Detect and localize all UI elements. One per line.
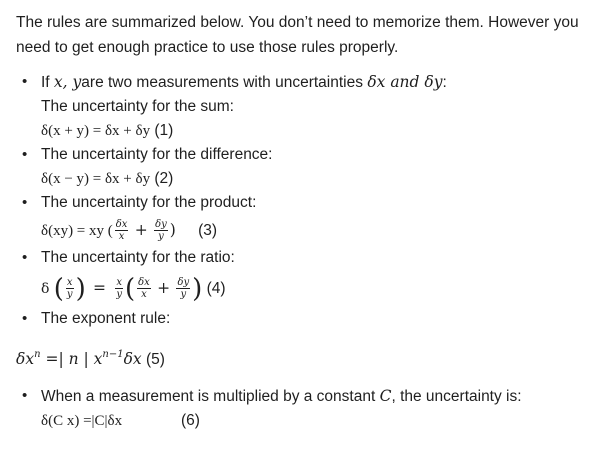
- rule-exponent: [16, 307, 606, 331]
- product-frac-dy: $\frac{\delta y}{y}$: [155, 219, 167, 243]
- product-plus: +: [134, 221, 148, 239]
- constant-title: • When a measurement is multiplied by a constant C, the uncertainty is:: [41, 387, 522, 405]
- constant-var: C: [379, 387, 392, 405]
- product-formula-line: [41, 215, 606, 246]
- rule-product: [16, 191, 606, 246]
- intro-line-2: need to get enough practice to use those rules properly.: [16, 39, 399, 56]
- intro-paragraph: [16, 10, 606, 60]
- intro-line-1: The rules are summarized below. You don’t need to memorize them. However you: [16, 14, 579, 31]
- ratio-close-paren-1: ): [75, 273, 86, 304]
- ratio-open-paren-1: (: [53, 273, 64, 304]
- rules-list-2: [16, 384, 606, 433]
- constant-formula: δ(C x) =|C|δx: [41, 413, 123, 429]
- ratio-title: • The uncertainty for the ratio:: [41, 249, 235, 266]
- exponent-sup-n-minus-1: n−1: [102, 349, 124, 360]
- exponent-formula-b: =| n | x: [40, 350, 103, 368]
- difference-eq-number: (2): [154, 170, 174, 187]
- product-close-paren: ): [169, 221, 176, 239]
- rule-ratio: [16, 246, 606, 307]
- ratio-plus: +: [157, 279, 171, 297]
- sum-formula: δ(x + y) = δx + δy: [41, 123, 151, 139]
- product-title: • The uncertainty for the product:: [41, 194, 257, 211]
- sum-eq-number: (1): [154, 122, 174, 139]
- sum-formula-line: [41, 119, 606, 143]
- rule-constant: [16, 384, 606, 433]
- difference-formula: δ(x − y) = δx + δy: [41, 171, 151, 187]
- exponent-sup-n: n: [34, 349, 41, 360]
- rule-difference: [16, 143, 606, 191]
- sum-lead-uncertainties: δx and δy: [367, 73, 443, 91]
- sum-lead: • If x, yare two measurements with uncertainties δx and δy:: [41, 73, 447, 91]
- ratio-frac-xy: $\frac{x}{y}$: [66, 277, 73, 301]
- ratio-close-paren-2: ): [192, 273, 203, 304]
- sum-title: The uncertainty for the sum:: [41, 98, 234, 115]
- exponent-formula-c: δx: [123, 350, 142, 368]
- constant-eq-number: (6): [181, 412, 200, 429]
- rule-sum: [16, 70, 606, 143]
- sum-lead-vars: x, y: [53, 73, 82, 91]
- ratio-formula-line: [41, 270, 606, 307]
- exponent-eq-number: (5): [145, 351, 165, 368]
- ratio-frac-dx: $\frac{\delta x}{x}$: [138, 277, 150, 301]
- ratio-frac-dy: $\frac{\delta y}{y}$: [177, 277, 190, 301]
- product-frac-dx: $\frac{\delta x}{x}$: [115, 219, 128, 243]
- ratio-open-paren-2: (: [125, 273, 136, 304]
- document-page: [16, 10, 606, 433]
- exponent-title: • The exponent rule:: [41, 310, 171, 327]
- ratio-frac-xy-2: $\frac{x}{y}$: [116, 277, 122, 301]
- ratio-delta: δ: [41, 281, 50, 297]
- product-formula-left: δ(xy) = xy (: [41, 223, 113, 239]
- difference-title: • The uncertainty for the difference:: [41, 146, 273, 163]
- product-eq-number: (3): [198, 222, 218, 239]
- difference-formula-line: [41, 167, 606, 191]
- exponent-formula-line: [16, 343, 606, 372]
- ratio-eq-number: (4): [206, 280, 226, 297]
- rules-list: [16, 70, 606, 331]
- ratio-equals: =: [93, 279, 107, 297]
- constant-formula-line: [41, 409, 606, 433]
- exponent-formula-a: δx: [16, 350, 35, 368]
